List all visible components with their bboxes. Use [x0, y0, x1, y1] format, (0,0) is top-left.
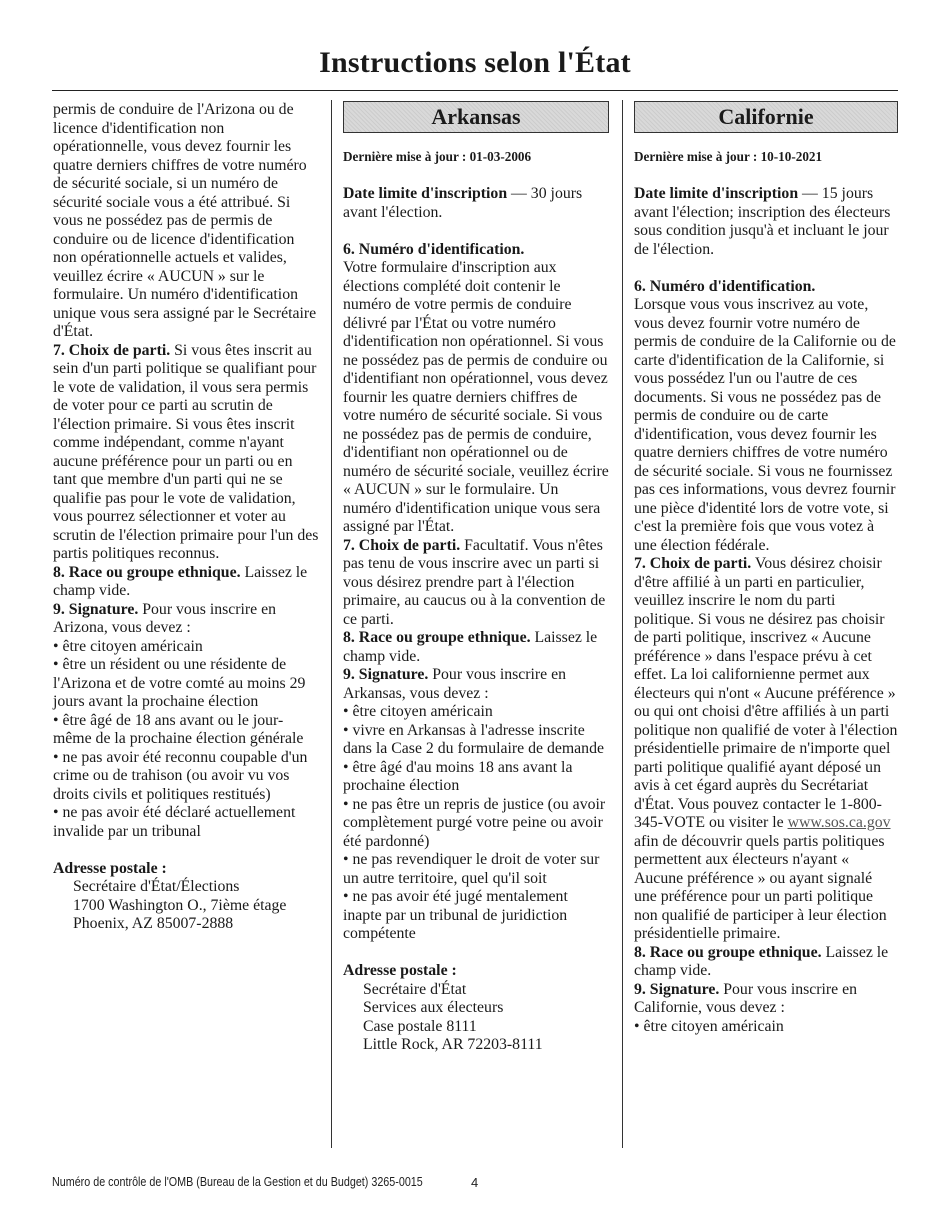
- sos-website-link[interactable]: www.sos.ca.gov: [787, 814, 891, 831]
- arizona-signature-section: 9. Signature. Pour vous inscrire en Arizona, vous devez :: [53, 600, 277, 636]
- party-heading: 7. Choix de parti.: [634, 555, 752, 572]
- last-updated: Dernière mise à jour : 10-10-2021: [634, 149, 823, 164]
- column-divider: [331, 100, 332, 1148]
- list-item: • être citoyen américain: [343, 703, 493, 720]
- arizona-race-section: 8. Race ou groupe ethnique. Laissez le champ vide.: [53, 563, 308, 599]
- address-line: Phoenix, AZ 85007-2888: [73, 915, 234, 932]
- party-heading: 7. Choix de parti.: [343, 536, 461, 554]
- party-section: 7. Choix de parti. Facultatif. Vous n'êtes pas tenu de vous inscrire avec un parti si vous désirez prendre part à l'élection primaire, au caucus ou à la convention de ce parti.: [343, 536, 606, 628]
- omb-control-number: Numéro de contrôle de l'OMB (Bureau de la Gestion et du Budget) 3265-0015: [52, 1175, 423, 1189]
- party-section: 7. Choix de parti. Vous désirez choisir d'être affilié à un parti en particulier, veuillez inscrire le nom du parti politique. Si vous ne désirez pas choisir de parti politique, inscrivez « Aucune préférence » dans l'espace prévu à cet effet. La loi californienne permet aux électeurs qui n'ont « Aucune préférence » ou qui ont choisi d'être affiliés à un parti politique non qualifié de voter à l'élection présidentielle primaire de n'importe quel parti politique qualifié ayant déposé un avis à cet égard auprès du Secrétariat d'État. Vous pouvez contacter le 1-800-345-VOTE ou visiter le www.sos.ca.gov afin de découvrir quels partis politiques permettent aux électeurs n'ayant « Aucune préférence » ou ayant signalé une préférence pour un parti politique non qualifié de participer à leur élection présidentielle primaire.: [634, 555, 898, 942]
- race-section: 8. Race ou groupe ethnique. Laissez le champ vide.: [343, 629, 598, 665]
- list-item: • être citoyen américain: [634, 1017, 784, 1035]
- list-item: • ne pas avoir été reconnu coupable d'un crime ou de trahison (ou avoir vu vos droits civils et politiques restitués): [53, 748, 308, 803]
- race-heading: 8. Race ou groupe ethnique.: [53, 563, 241, 581]
- list-item: • ne pas avoir été déclaré actuellement invalide par un tribunal: [53, 804, 296, 840]
- list-item: • être âgé d'au moins 18 ans avant la prochaine élection: [343, 758, 573, 794]
- deadline-heading: Date limite d'inscription: [343, 185, 508, 202]
- deadline-heading: Date limite d'inscription: [634, 185, 799, 202]
- id-text: Votre formulaire d'inscription aux élections complété doit contenir le numéro de votre permis de conduire délivré par l'État ou votre numéro d'identification non opérationnel. Si vous ne possédez pas de permis de conduire ou d'identifiant non opérationnel, vous devez fournir les quatre derniers chiffres de votre numéro de sécurité sociale. Si vous ne possédez pas de permis de conduire, d'identifiant non opérationnel ou de numéro de sécurité sociale, veuillez écrire « AUCUN » sur le formulaire. Un numéro d'identification unique vous sera assigné par l'État.: [343, 259, 609, 535]
- race-heading: 8. Race ou groupe ethnique.: [343, 629, 531, 646]
- address-line: Secrétaire d'État/Élections: [73, 878, 240, 895]
- address-line: Services aux électeurs: [363, 999, 504, 1016]
- party-heading: 7. Choix de parti.: [53, 341, 171, 359]
- title-divider: [52, 90, 898, 91]
- id-text: Lorsque vous vous inscrivez au vote, vous devez fournir votre numéro de permis de conduire de la Californie ou de carte d'identification de la Californie, si vous possédez l'un ou l'autre de ces documents. Si vous ne possédez pas de permis de conduire ou de carte d'identification, vous devez fournir les quatre derniers chiffres de votre numéro de sécurité sociale. Si vous ne fournissez pas ces informations, vous devrez fournir une pièce d'identité lors de votre vote, si c'est la première fois que vous votez à une élection fédérale.: [634, 296, 896, 554]
- arizona-column: [53, 101, 319, 934]
- page-number: 4: [471, 1175, 479, 1190]
- signature-section: 9. Signature. Pour vous inscrire en Californie, vous devez :: [634, 980, 858, 1016]
- address-line: Little Rock, AR 72203-8111: [363, 1036, 543, 1053]
- race-heading: 8. Race ou groupe ethnique.: [634, 943, 822, 961]
- id-heading: 6. Numéro d'identification.: [343, 240, 525, 258]
- address-line: Secrétaire d'État: [363, 980, 467, 998]
- list-item: • ne pas être un repris de justice (ou avoir complètement purgé votre peine ou avoir été pardonné): [343, 795, 606, 850]
- page-title: Instructions selon l'État: [319, 46, 631, 79]
- address-line: Case postale 8111: [363, 1017, 477, 1035]
- arkansas-column: [343, 101, 609, 1055]
- signature-heading: 9. Signature.: [343, 666, 429, 683]
- state-heading-arkansas: Arkansas: [343, 101, 609, 133]
- list-item: • être âgé de 18 ans avant ou le jour-même de la prochaine élection générale: [53, 711, 304, 747]
- address-heading: Adresse postale :: [343, 962, 457, 979]
- list-item: • ne pas avoir été jugé mentalement inapte par un tribunal de juridiction compétente: [343, 888, 568, 942]
- address-heading: Adresse postale :: [53, 859, 167, 877]
- signature-heading: 9. Signature.: [53, 600, 139, 618]
- list-item: • être un résident ou une résidente de l'Arizona et de votre comté au moins 29 jours avant la prochaine élection: [53, 656, 306, 710]
- signature-section: 9. Signature. Pour vous inscrire en Arkansas, vous devez :: [343, 666, 567, 702]
- state-heading-california: Californie: [634, 101, 898, 133]
- deadline-section: Date limite d'inscription — 15 jours avant l'élection; inscription des électeurs sous condition jusqu'à et incluant le jour de l'élection.: [634, 185, 891, 258]
- list-item: • ne pas revendiquer le droit de voter sur un autre territoire, quel qu'il soit: [343, 851, 600, 887]
- list-item: • être citoyen américain: [53, 637, 203, 655]
- california-column: [634, 101, 898, 1036]
- deadline-section: Date limite d'inscription — 30 jours avant l'élection.: [343, 185, 583, 221]
- last-updated: Dernière mise à jour : 01-03-2006: [343, 149, 532, 164]
- race-section: 8. Race ou groupe ethnique. Laissez le champ vide.: [634, 943, 889, 979]
- arizona-party-section: 7. Choix de parti. Si vous êtes inscrit au sein d'un parti politique se qualifiant pour le vote de validation, il vous sera permis de voter pour ce parti au scrutin de l'élection primaire. Si vous êtes inscrit comme indépendant, comme n'ayant aucune préférence pour un parti ou en tant que membre d'un parti qui ne se qualifie pas pour le vote de validation, vous pourrez sélectionner et voter au scrutin de l'élection primaire pour l'un des partis politiques reconnus.: [53, 341, 319, 562]
- address-line: 1700 Washington O., 7ième étage: [73, 896, 287, 914]
- list-item: • vivre en Arkansas à l'adresse inscrite dans la Case 2 du formulaire de demande: [343, 721, 604, 757]
- column-divider: [622, 100, 623, 1148]
- arizona-id-continued: permis de conduire de l'Arizona ou de licence d'identification non opérationnelle, vous devez fournir les quatre derniers chiffres de votre numéro de sécurité sociale, si un numéro de sécurité sociale vous a été attribué. Si vous ne possédez pas de permis de conduire ou de licence d'identification non opérationnelle actuels et valides, veuillez écrire « AUCUN » sur le formulaire. Un numéro d'identification unique vous sera assigné par le Secrétaire d'État.: [53, 101, 317, 340]
- id-heading: 6. Numéro d'identification.: [634, 277, 816, 295]
- signature-heading: 9. Signature.: [634, 980, 720, 998]
